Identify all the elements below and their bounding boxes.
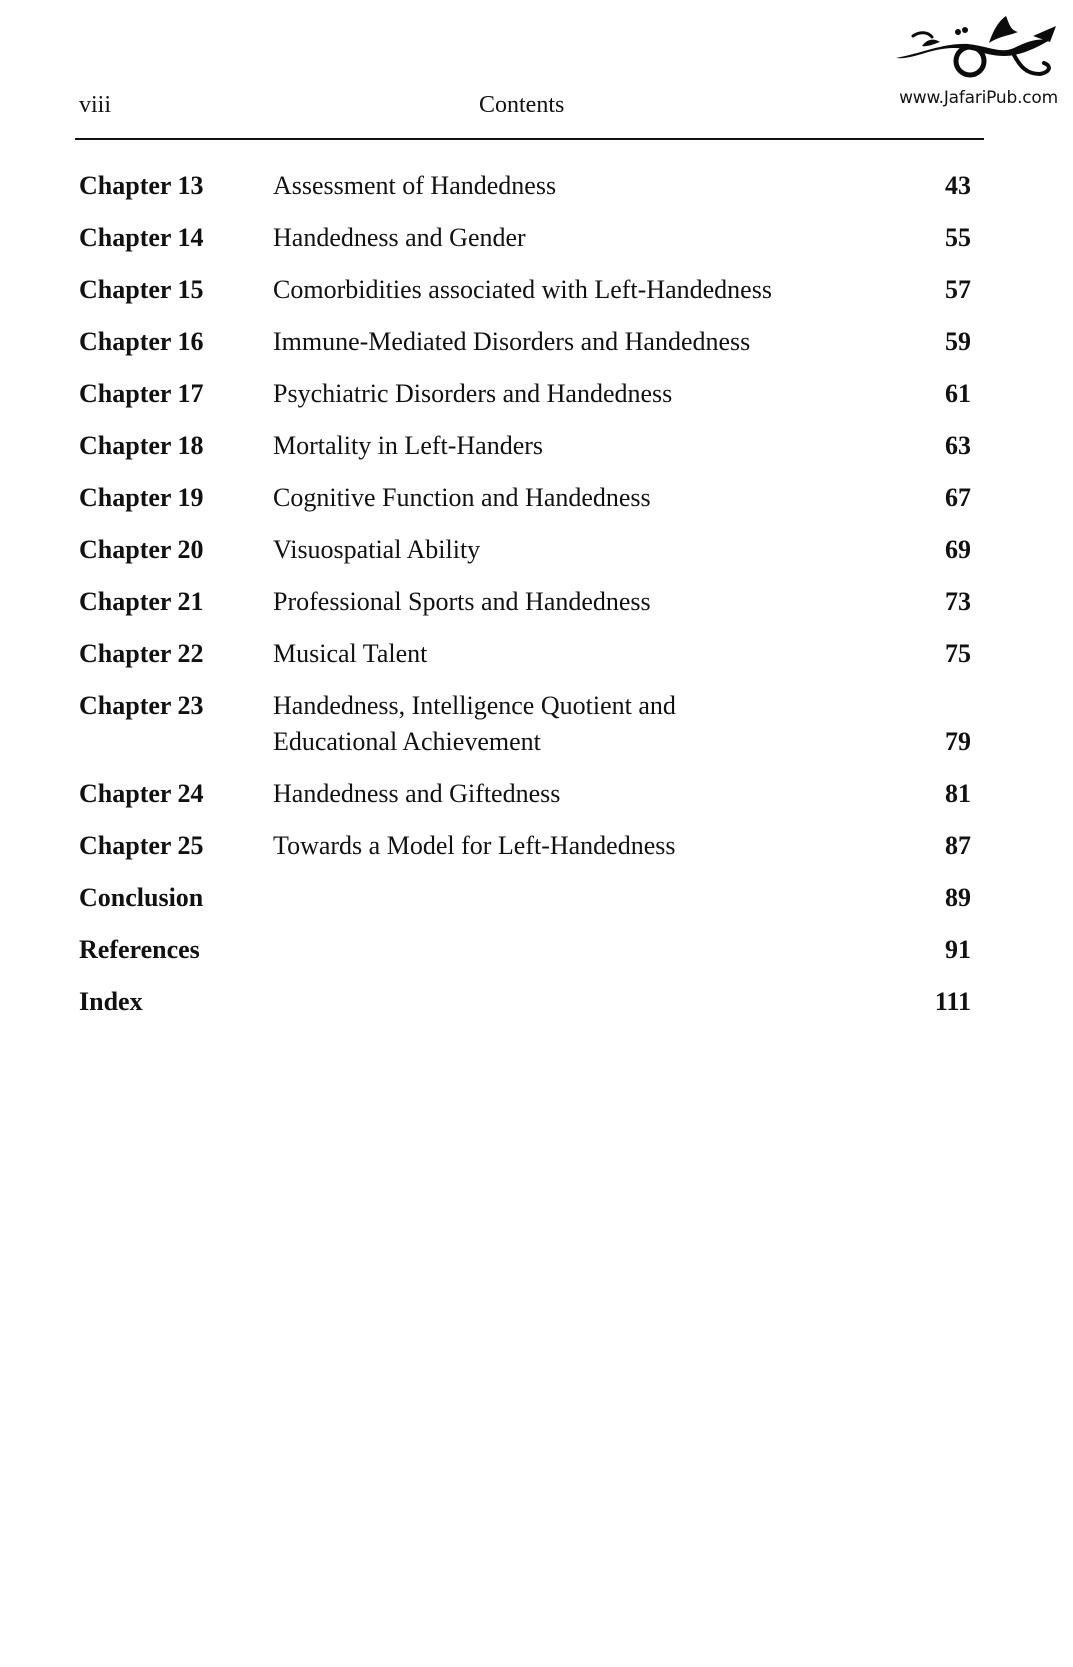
toc-entry-page: 87 — [945, 831, 971, 860]
toc-entry-title: Cognitive Function and Handedness — [273, 483, 651, 512]
toc-entry-page: 67 — [945, 483, 971, 512]
toc-entry-chapter-24 — [79, 776, 971, 828]
toc-entry-label: Chapter 17 — [79, 379, 204, 408]
toc-entry-label: Chapter 16 — [79, 327, 204, 356]
toc-entry-page: 61 — [945, 379, 971, 408]
toc-entry-title: Handedness and Giftedness — [273, 779, 561, 808]
toc-entry-index — [79, 984, 971, 1036]
toc-entry-label: Chapter 19 — [79, 483, 204, 512]
toc-entry-title: Visuospatial Ability — [273, 535, 481, 564]
page-number: viii — [79, 92, 112, 118]
toc-entry-page: 79 — [945, 727, 971, 756]
toc-entry-chapter-23 — [79, 688, 971, 776]
toc-entry-label: Chapter 22 — [79, 639, 204, 668]
toc-entry-conclusion — [79, 880, 971, 932]
toc-entry-label: Chapter 15 — [79, 275, 204, 304]
toc-entry-title: Professional Sports and Handedness — [273, 587, 651, 616]
toc-entry-label: Chapter 21 — [79, 587, 204, 616]
toc-entry-chapter-15 — [79, 272, 971, 324]
toc-entry-chapter-18 — [79, 428, 971, 480]
toc-entry-title: Towards a Model for Left-Handedness — [273, 831, 676, 860]
toc-entry-page: 69 — [945, 535, 971, 564]
running-title: Contents — [479, 92, 565, 118]
toc-entry-page: 57 — [945, 275, 971, 304]
toc-entry-page: 73 — [945, 587, 971, 616]
table-of-contents — [79, 168, 971, 1036]
page-header — [79, 92, 983, 124]
toc-entry-title: Musical Talent — [273, 639, 428, 668]
toc-entry-label: References — [79, 935, 200, 964]
toc-entry-label: Chapter 18 — [79, 431, 204, 460]
toc-entry-title: Psychiatric Disorders and Handedness — [273, 379, 673, 408]
toc-entry-page: 89 — [945, 883, 971, 912]
toc-entry-label: Conclusion — [79, 883, 204, 912]
publisher-url: www.JafariPub.com — [899, 88, 1058, 108]
toc-entry-references — [79, 932, 971, 984]
toc-entry-chapter-25 — [79, 828, 971, 880]
toc-entry-chapter-17 — [79, 376, 971, 428]
toc-entry-page: 91 — [945, 935, 971, 964]
publisher-logo-icon — [888, 8, 1058, 86]
toc-entry-chapter-21 — [79, 584, 971, 636]
toc-entry-label: Chapter 25 — [79, 831, 204, 860]
toc-entry-page: 43 — [945, 171, 971, 200]
toc-entry-chapter-16 — [79, 324, 971, 376]
toc-entry-page: 75 — [945, 639, 971, 668]
toc-entry-label: Index — [79, 987, 143, 1016]
publisher-logo — [888, 8, 1058, 112]
toc-entry-page: 59 — [945, 327, 971, 356]
toc-entry-title: Comorbidities associated with Left-Handedness — [273, 275, 772, 304]
toc-entry-page: 63 — [945, 431, 971, 460]
toc-entry-chapter-19 — [79, 480, 971, 532]
toc-entry-label: Chapter 14 — [79, 223, 204, 252]
toc-entry-page: 81 — [945, 779, 971, 808]
toc-entry-chapter-20 — [79, 532, 971, 584]
toc-entry-page: 55 — [945, 223, 971, 252]
toc-entry-title: Mortality in Left-Handers — [273, 431, 544, 460]
toc-entry-chapter-14 — [79, 220, 971, 272]
toc-entry-title: Assessment of Handedness — [273, 171, 557, 200]
toc-entry-label: Chapter 20 — [79, 535, 204, 564]
toc-entry-chapter-13 — [79, 168, 971, 220]
header-rule — [75, 138, 984, 140]
toc-entry-label: Chapter 24 — [79, 779, 204, 808]
toc-entry-chapter-22 — [79, 636, 971, 688]
toc-entry-title: Handedness, Intelligence Quotient and Educational Achievement — [273, 691, 676, 756]
toc-entry-page: 111 — [934, 987, 971, 1016]
toc-entry-title: Handedness and Gender — [273, 223, 526, 252]
toc-entry-title: Immune-Mediated Disorders and Handedness — [273, 327, 751, 356]
toc-entry-label: Chapter 23 — [79, 691, 204, 720]
toc-entry-label: Chapter 13 — [79, 171, 204, 200]
